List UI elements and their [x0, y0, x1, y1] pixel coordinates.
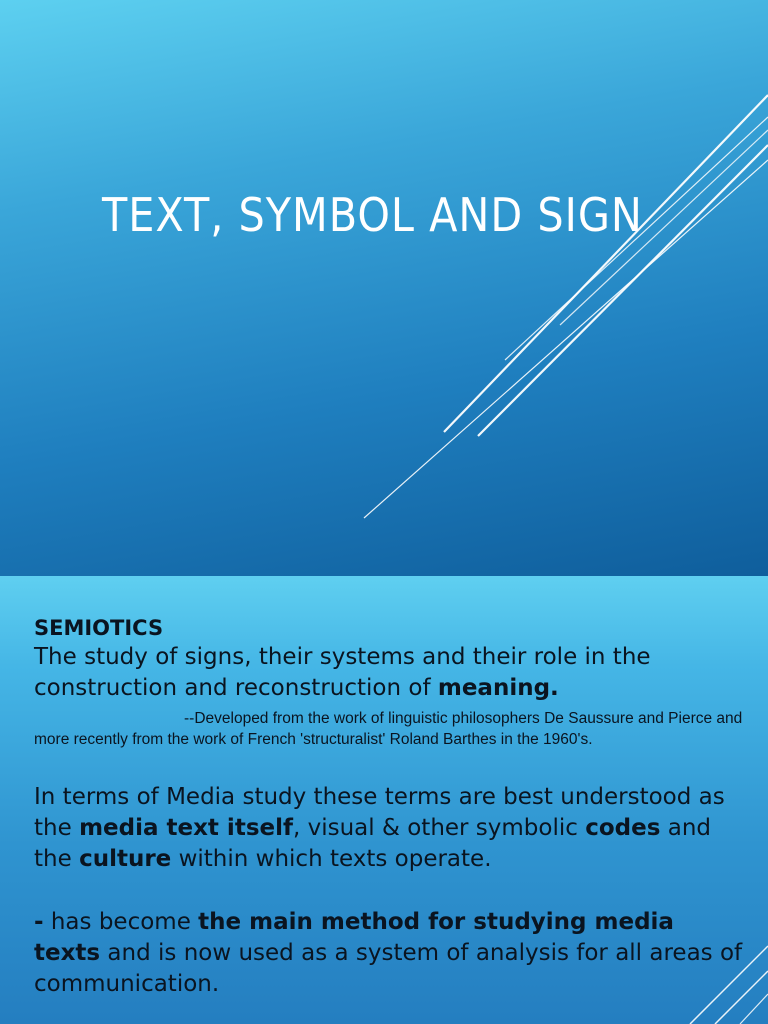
definition-bold: meaning. [437, 675, 559, 701]
spacer [34, 875, 746, 907]
spacer [34, 750, 746, 782]
media-text: within which texts operate. [171, 846, 492, 872]
attribution-text [34, 708, 746, 750]
method-text: and is now used as a system of analysis for all areas of communication. [34, 940, 743, 997]
definition-paragraph [34, 642, 746, 704]
media-bold: culture [79, 846, 172, 872]
section-heading: SEMIOTICS [34, 616, 164, 640]
definition-text: The study of signs, their systems and their role in the construction and reconstruction of [34, 644, 651, 701]
method-text: has become [43, 909, 199, 935]
media-paragraph [34, 782, 746, 875]
slide-title: TEXT, SYMBOL AND SIGN [102, 188, 643, 242]
method-bold: the main method for studying media texts [34, 909, 674, 966]
media-text: and the [34, 815, 712, 872]
method-dash: - [34, 909, 44, 935]
decorative-line [444, 95, 768, 432]
media-text: In terms of Media study these terms are best understood as the [34, 784, 725, 841]
method-paragraph [34, 907, 746, 1000]
media-bold: media text itself [79, 815, 293, 841]
media-bold: codes [585, 815, 661, 841]
slide-content [34, 614, 746, 1000]
attribution-body: --Developed from the work of linguistic philosophers De Saussure and Pierce and more recently from the work of French 'structuralist' Roland Barthes in the 1960's. [34, 710, 743, 748]
media-text: , visual & other symbolic [293, 815, 586, 841]
content-slide [0, 576, 768, 1024]
